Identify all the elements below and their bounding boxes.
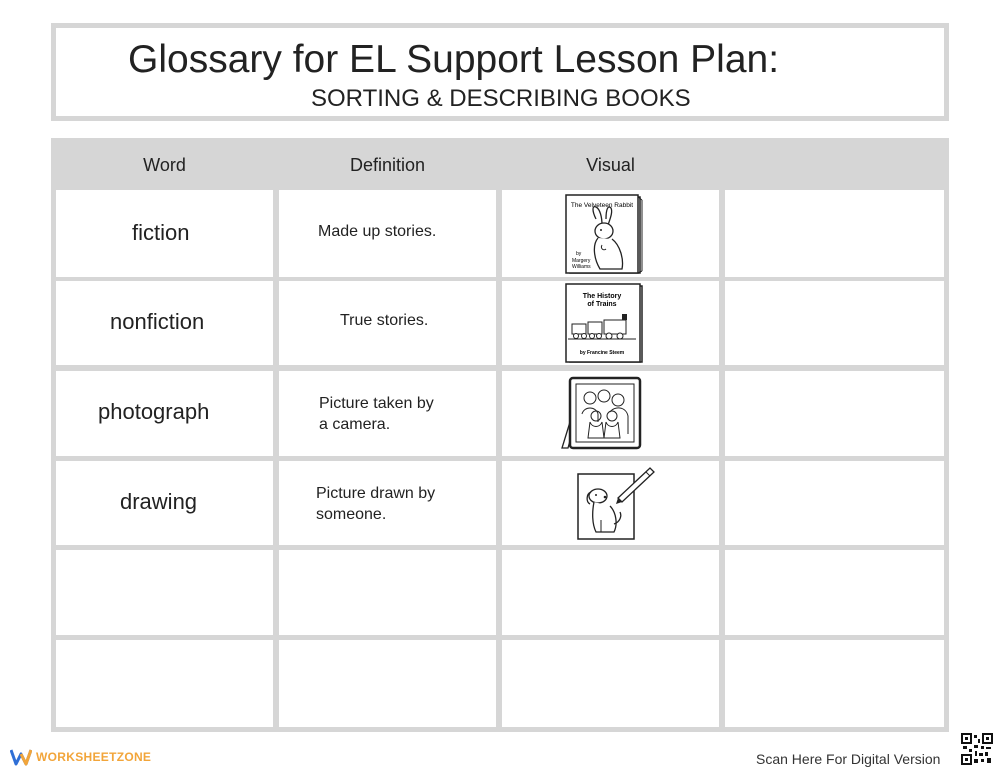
page-subtitle: SORTING & DESCRIBING BOOKS — [311, 85, 691, 112]
table-cell-visual — [502, 190, 719, 277]
table-cell-definition — [279, 640, 496, 727]
book-title-line2: of Trains — [587, 301, 617, 308]
table-cell-extra — [725, 190, 944, 277]
table-cell-word — [56, 281, 273, 365]
glossary-word: drawing — [120, 489, 198, 514]
book-cover-illustration — [562, 282, 646, 364]
qr-code-icon[interactable] — [961, 733, 993, 765]
header-visual: Visual — [502, 143, 719, 187]
glossary-definition: True stories. — [340, 312, 429, 329]
header-word: Word — [56, 143, 273, 187]
table-cell-extra — [725, 550, 944, 635]
header-extra — [725, 143, 944, 187]
table-cell-word — [56, 461, 273, 545]
table-cell-definition — [279, 461, 496, 545]
table-cell-definition — [279, 550, 496, 635]
book-title: The Velveteen Rabbit — [570, 202, 634, 209]
table-cell-definition — [279, 190, 496, 277]
worksheetzone-logo[interactable] — [10, 748, 151, 766]
glossary-word: photograph — [98, 399, 210, 424]
table-cell-definition — [279, 281, 496, 365]
table-cell-visual — [502, 461, 719, 545]
glossary-definition: Picture taken by a camera. — [319, 395, 434, 433]
book-author: by Francine Steem — [579, 350, 625, 356]
book-cover-illustration — [562, 193, 644, 275]
table-cell-definition — [279, 371, 496, 456]
table-cell-extra — [725, 281, 944, 365]
table-cell-word — [56, 371, 273, 456]
table-cell-extra — [725, 640, 944, 727]
glossary-definition: Made up stories. — [318, 223, 437, 240]
table-cell-visual — [502, 281, 719, 365]
dog-drawing-illustration — [574, 464, 658, 544]
book-title-line1: The History — [582, 293, 622, 300]
table-cell-visual — [502, 371, 719, 456]
glossary-table — [51, 138, 949, 732]
glossary-word: nonfiction — [110, 309, 205, 334]
header-definition: Definition — [279, 143, 496, 187]
table-cell-word — [56, 190, 273, 277]
table-cell-visual — [502, 640, 719, 727]
table-cell-extra — [725, 461, 944, 545]
table-cell-word — [56, 640, 273, 727]
book-by: by — [576, 251, 582, 257]
book-author-line1: Margery — [572, 258, 591, 264]
title-box — [51, 23, 949, 121]
glossary-word: fiction — [132, 220, 190, 245]
logo-w-icon — [10, 748, 32, 766]
framed-photo-illustration — [558, 374, 646, 452]
page-title: Glossary for EL Support Lesson Plan: — [128, 38, 780, 81]
table-cell-extra — [725, 371, 944, 456]
table-cell-visual — [502, 550, 719, 635]
table-cell-word — [56, 550, 273, 635]
logo-text: WORKSHEETZONE — [36, 750, 152, 764]
glossary-definition: Picture drawn by someone. — [316, 485, 436, 523]
book-author-line2: Williams — [572, 264, 591, 270]
scan-caption: Scan Here For Digital Version — [756, 751, 941, 767]
